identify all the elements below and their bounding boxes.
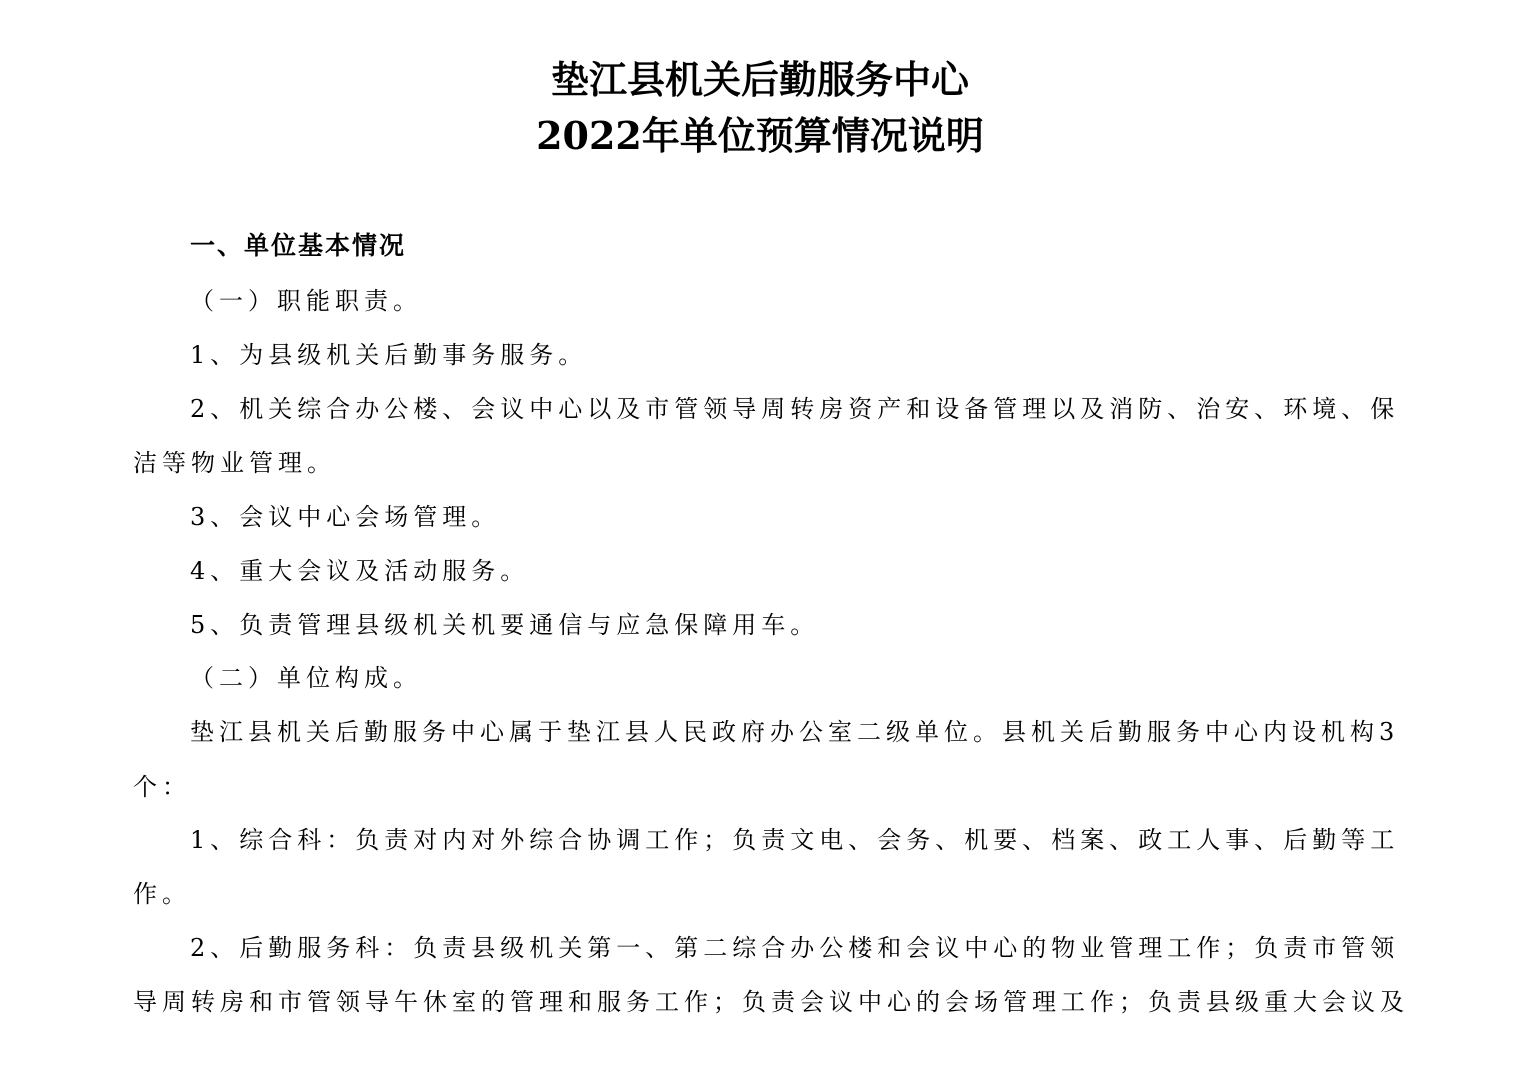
duty-item-2-line1: 2、机关综合办公楼、会议中心以及市管领导周转房资产和设备管理以及消防、治安、环境、保	[190, 395, 1400, 423]
dept-item-1-line2: 作。	[133, 880, 191, 908]
composition-paragraph-line1: 垫江县机关后勤服务中心属于垫江县人民政府办公室二级单位。县机关后勤服务中心内设机构3	[190, 718, 1400, 746]
sub1-heading: （一）职能职责。	[190, 287, 422, 315]
document-title-line1: 垫江县机关后勤服务中心	[550, 57, 969, 102]
duty-item-5: 5、负责管理县级机关机要通信与应急保障用车。	[190, 611, 820, 639]
dept-item-2-line2: 导周转房和市管领导午休室的管理和服务工作；负责会议中心的会场管理工作；负责县级重大会议及	[133, 988, 1409, 1016]
sub2-heading: （二）单位构成。	[190, 664, 422, 692]
dept-item-2-line1: 2、后勤服务科：负责县级机关第一、第二综合办公楼和会议中心的物业管理工作；负责市管领	[190, 934, 1400, 962]
duty-item-3: 3、会议中心会场管理。	[190, 503, 501, 531]
duty-item-1: 1、为县级机关后勤事务服务。	[190, 341, 588, 369]
duty-item-4: 4、重大会议及活动服务。	[190, 557, 530, 585]
duty-item-2-line2: 洁等物业管理。	[133, 449, 336, 477]
dept-item-1-line1: 1、综合科：负责对内对外综合协调工作；负责文电、会务、机要、档案、政工人事、后勤等工	[190, 826, 1400, 854]
composition-paragraph-line2: 个：	[133, 773, 191, 801]
section1-heading: 一、单位基本情况	[190, 231, 407, 260]
document-title-line2: 2022年单位预算情况说明	[536, 113, 984, 158]
